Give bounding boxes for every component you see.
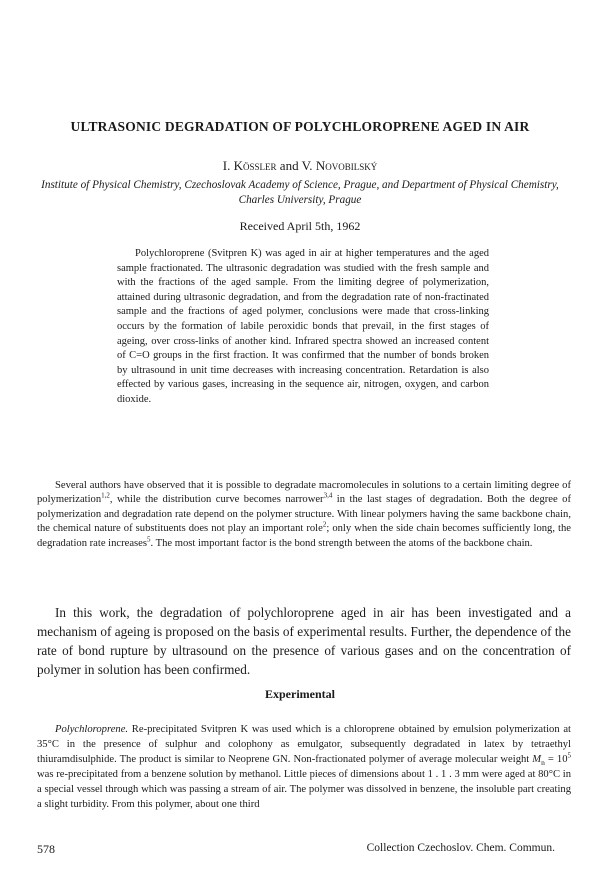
author-line: [0, 158, 600, 174]
page-number: 578: [37, 842, 55, 856]
received-date: Received April 5th, 1962: [239, 219, 361, 233]
text-run: , while the distribution curve becomes narrower: [109, 494, 324, 506]
reference-3-4: 3,4: [323, 491, 333, 500]
journal-name: Collection Czechoslov. Chem. Commun.: [366, 842, 555, 854]
reference-5: 5: [147, 535, 151, 544]
text-run: in the last stages of degradation. Both the degree of polymerization and degradation rate depend on the polymer structure. With linear polymers having the same backbone chain, the chemical nature of substituents does not play an important role: [37, 494, 571, 535]
section-heading-experimental: Experimental: [265, 687, 335, 701]
math-equals: = 10: [544, 753, 568, 765]
paragraph-lead: Polychloroprene.: [55, 723, 129, 735]
abstract: [117, 247, 489, 408]
math-symbol-M: M: [532, 753, 542, 765]
text-run: was re-precipitated from a benzene solution by methanol. Little pieces of dimensions about 1 . 1 . 3 mm were aged at 80°C in a special vessel through which was passing a stream of air. The polymer was dissolved in benzene, the insoluble part creating a slight turbidity. From this polymer, about one third: [37, 768, 571, 810]
intro-paragraph-1-text: [37, 479, 571, 552]
affiliation: Institute of Physical Chemistry, Czechoslovak Academy of Science, Prague, and Department of Physical Chemistry, Charles University, Prague: [41, 179, 559, 206]
author-2-initial: V.: [301, 158, 316, 173]
intro-paragraph-2: [37, 590, 571, 692]
intro-paragraph-2-text: In this work, the degradation of polychloroprene aged in air has been investigated and a mechanism of ageing is proposed on the basis of experimental results. Further, the dependence of the rate of bond rupture by ultrasound on the presence of various gases and on the concentration of polymer in solution has been confirmed.: [37, 605, 571, 678]
page-footer: [37, 842, 555, 857]
article-title: ULTRASONIC DEGRADATION OF POLYCHLOROPRENE AGED IN AIR: [70, 119, 530, 134]
experimental-paragraph: [37, 711, 571, 822]
math-exponent: 5: [567, 751, 571, 760]
intro-paragraph-1: [37, 468, 571, 562]
text-run: Re-precipitated Svitpren K was used which is a chloroprene obtained by emulsion polymerization at 35°C in the presence of sulphur and colophony as emulgator, subsequently degradated in latex by tetraethyl thiuramdisulphide. The product is similar to Neoprene GN. Non-fractionated polymer of average molecular weight: [37, 723, 571, 765]
author-conjunction: and: [276, 158, 302, 173]
text-run: . The most important factor is the bond strength between the atoms of the backbone chain.: [150, 537, 533, 549]
reference-2: 2: [322, 520, 327, 529]
author-2-name: Novobilský: [315, 158, 378, 173]
author-1-initial: I.: [222, 158, 234, 173]
author-1-name: Kössler: [233, 158, 277, 173]
reference-1-2: 1,2: [101, 491, 110, 500]
experimental-paragraph-text: [37, 722, 571, 812]
text-run: Several authors have observed that it is possible to degradate macromolecules in solutions to a certain limiting degree of polymerization: [37, 479, 571, 506]
text-run: ; only when the side chain becomes sufficiently long, the degradation rate increases: [37, 523, 571, 549]
math-subscript-n: n: [541, 757, 545, 767]
abstract-text: Polychloroprene (Svitpren K) was aged in air at higher temperatures and the aged sample fractionated. The ultrasonic degradation was studied with the fresh sample and with the fractions of the aged sample. From the limiting degree of polymerization, attained during ultrasonic degradation, and from the degradation rate of non-fractinated sample and the fractions of aged polymer, conclusions were made that cross-linking occurs by the formation of labile peroxidic bonds that prevail, in the first stages of ageing, over cross-links of another kind. Infrared spectra showed an increased content of C=O groups in the first fraction. It was confirmed that the number of bonds broken by ultrasound in unit time decreases with increasing concentration. Retardation is also effected by various gases, increasing in the sequence air, nitrogen, oxygen, and carbon dioxide.: [117, 248, 489, 405]
